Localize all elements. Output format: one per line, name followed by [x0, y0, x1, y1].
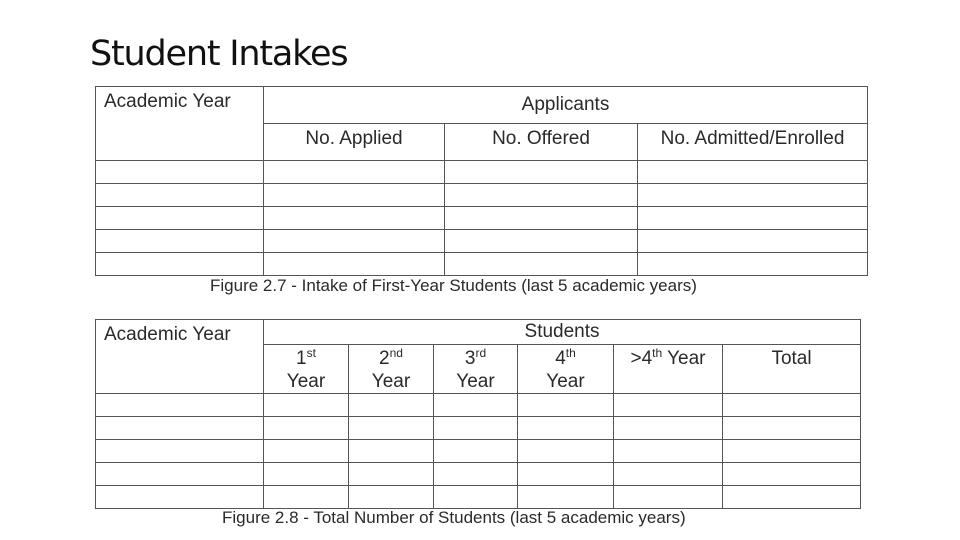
table-cell	[638, 253, 868, 276]
table-cell	[96, 486, 264, 509]
table-cell	[349, 394, 434, 417]
table-row	[96, 394, 861, 417]
applicants-header: Applicants	[264, 87, 868, 124]
table-cell	[723, 486, 861, 509]
total-students-body	[96, 394, 861, 509]
table-cell	[445, 207, 638, 230]
table-cell	[638, 230, 868, 253]
table-cell	[264, 440, 349, 463]
table-cell	[264, 161, 445, 184]
table-cell	[434, 463, 518, 486]
table-cell	[96, 463, 264, 486]
table-cell	[349, 440, 434, 463]
table-row	[96, 230, 868, 253]
table-cell	[518, 440, 614, 463]
table-cell	[264, 486, 349, 509]
figure-2-7-caption: Figure 2.7 - Intake of First-Year Students (last 5 academic years)	[210, 276, 697, 295]
table-cell	[434, 486, 518, 509]
table-cell	[518, 417, 614, 440]
students-header: Students	[264, 320, 861, 345]
first-year-intake-table	[95, 86, 868, 276]
table-row	[96, 253, 868, 276]
academic-year-header: Academic Year	[96, 320, 264, 394]
fourth-year-header: 4th Year	[518, 345, 614, 394]
academic-year-header: Academic Year	[96, 87, 264, 161]
slide-title: Student Intakes	[90, 34, 348, 74]
table-cell	[349, 486, 434, 509]
no-admitted-enrolled-header: No. Admitted/Enrolled	[638, 124, 868, 161]
table-cell	[264, 463, 349, 486]
table-cell	[434, 417, 518, 440]
table-cell	[638, 207, 868, 230]
table-cell	[96, 207, 264, 230]
table-row	[96, 161, 868, 184]
table-cell	[349, 417, 434, 440]
table-cell	[96, 230, 264, 253]
table-cell	[723, 394, 861, 417]
table-cell	[264, 417, 349, 440]
table-cell	[264, 207, 445, 230]
table-cell	[518, 463, 614, 486]
table-row	[96, 207, 868, 230]
third-year-header: 3rd Year	[434, 345, 518, 394]
table-cell	[434, 394, 518, 417]
table-row	[96, 463, 861, 486]
figure-2-8-caption: Figure 2.8 - Total Number of Students (last 5 academic years)	[222, 508, 686, 527]
table-cell	[96, 394, 264, 417]
table-cell	[638, 184, 868, 207]
table-cell	[96, 253, 264, 276]
first-year-header: 1st Year	[264, 345, 349, 394]
table-cell	[445, 253, 638, 276]
table-cell	[96, 184, 264, 207]
table-row	[96, 417, 861, 440]
table-cell	[445, 161, 638, 184]
no-applied-header: No. Applied	[264, 124, 445, 161]
table-cell	[445, 230, 638, 253]
table-cell	[614, 417, 723, 440]
table-cell	[614, 486, 723, 509]
table-cell	[723, 463, 861, 486]
table-cell	[614, 463, 723, 486]
table-cell	[96, 161, 264, 184]
table-cell	[518, 486, 614, 509]
table-cell	[723, 440, 861, 463]
table-cell	[349, 463, 434, 486]
table-cell	[96, 417, 264, 440]
table-cell	[614, 394, 723, 417]
table-cell	[264, 253, 445, 276]
table-row	[96, 440, 861, 463]
table-cell	[264, 184, 445, 207]
first-year-intake-body	[96, 161, 868, 276]
table-row	[96, 486, 861, 509]
table-row	[96, 184, 868, 207]
table-cell	[518, 394, 614, 417]
no-offered-header: No. Offered	[445, 124, 638, 161]
table-cell	[264, 230, 445, 253]
table-cell	[723, 417, 861, 440]
table-cell	[264, 394, 349, 417]
table-cell	[96, 440, 264, 463]
table-cell	[434, 440, 518, 463]
total-header: Total	[723, 345, 861, 394]
table-cell	[445, 184, 638, 207]
table-cell	[614, 440, 723, 463]
beyond-fourth-year-header: >4th Year	[614, 345, 723, 394]
total-students-table	[95, 319, 861, 509]
table-cell	[638, 161, 868, 184]
second-year-header: 2nd Year	[349, 345, 434, 394]
